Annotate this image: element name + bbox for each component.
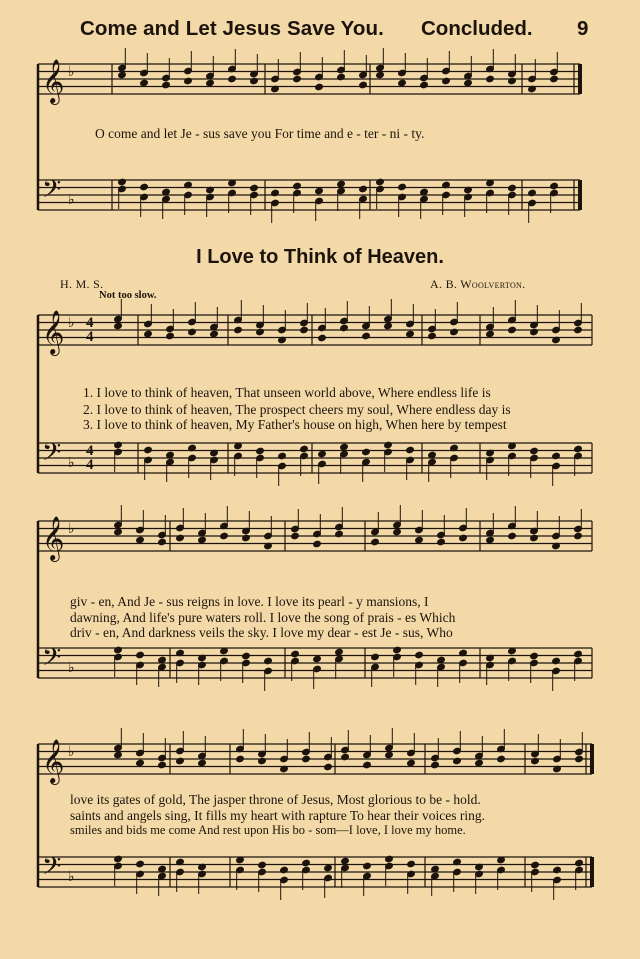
time-signature: 4 xyxy=(86,457,94,473)
note-head xyxy=(475,759,484,767)
note-head xyxy=(318,334,327,342)
note-head xyxy=(337,180,346,188)
note-head xyxy=(302,755,311,763)
note-head xyxy=(176,757,185,765)
note-head xyxy=(406,446,415,454)
note-head xyxy=(293,182,302,190)
note-head xyxy=(574,326,583,334)
note-head xyxy=(359,185,368,193)
flat-icon: ♭ xyxy=(68,870,75,885)
note-head xyxy=(552,657,561,665)
note-head xyxy=(376,178,385,186)
note-head xyxy=(550,75,559,83)
page-number: 9 xyxy=(577,17,589,40)
note-head xyxy=(453,757,462,765)
lyric-line-verse-3: smiles and bids me come And rest upon His bo - som—I love, I love my home. xyxy=(70,823,466,837)
note-head xyxy=(450,328,459,336)
note-head xyxy=(340,443,349,451)
note-head xyxy=(384,441,393,449)
note-head xyxy=(114,751,123,759)
note-head xyxy=(114,855,123,863)
page-header-title: Come and Let Jesus Save You. xyxy=(80,17,384,40)
note-head xyxy=(574,445,583,453)
treble-clef-icon: 𝄞 xyxy=(42,59,65,103)
note-head xyxy=(140,183,149,191)
note-head xyxy=(144,446,153,454)
note-head xyxy=(530,328,539,336)
lyric-line-verse-3: driv - en, And darkness veils the sky. I love my dear - est Je - sus, Who xyxy=(70,625,453,640)
bass-clef-icon: 𝄢 xyxy=(42,643,62,678)
flat-icon: ♭ xyxy=(68,456,75,471)
note-head xyxy=(398,79,407,87)
note-head xyxy=(210,330,219,338)
note-head xyxy=(363,862,372,870)
note-head xyxy=(315,83,324,91)
note-head xyxy=(136,860,145,868)
note-head xyxy=(371,653,380,661)
note-head xyxy=(415,536,424,544)
tempo-marking: Not too slow. xyxy=(99,290,157,301)
composer-credit: H. M. S. xyxy=(60,277,104,291)
note-head xyxy=(371,538,380,546)
note-head xyxy=(553,866,562,874)
note-head xyxy=(118,71,127,79)
note-head xyxy=(228,75,237,83)
note-head xyxy=(300,326,309,334)
note-head xyxy=(236,755,245,763)
note-head xyxy=(256,447,265,455)
note-head xyxy=(575,755,584,763)
note-head xyxy=(464,79,473,87)
note-head xyxy=(508,184,517,192)
note-head xyxy=(530,447,539,455)
note-head xyxy=(335,648,344,656)
lyric-line-verse-1: giv - en, And Je - sus reigns in love. I love its pearl - y mansions, I xyxy=(70,594,429,609)
note-head xyxy=(340,324,349,332)
note-head xyxy=(486,75,495,83)
treble-clef-icon: 𝄞 xyxy=(42,516,65,560)
note-head xyxy=(508,77,517,85)
flat-icon: ♭ xyxy=(68,65,75,80)
note-head xyxy=(428,332,437,340)
flat-icon: ♭ xyxy=(68,661,75,676)
note-head xyxy=(384,322,393,330)
note-head xyxy=(530,652,539,660)
time-signature: 4 xyxy=(86,315,94,331)
lyric-line-verse-2: saints and angels sing, It fills my heart with rapture To hear their voices ring. xyxy=(70,808,485,823)
note-head xyxy=(528,189,537,197)
note-head xyxy=(531,861,540,869)
note-head xyxy=(242,534,251,542)
note-head xyxy=(550,182,559,190)
note-head xyxy=(166,332,175,340)
note-head xyxy=(114,322,123,330)
lyric-line-verse-3: 3. I love to think of heaven, My Father's house on high, When here by tempest xyxy=(83,417,507,432)
note-head xyxy=(313,540,322,548)
note-head xyxy=(437,538,446,546)
note-head xyxy=(313,655,322,663)
flat-icon: ♭ xyxy=(68,522,75,537)
note-head xyxy=(575,859,584,867)
lyric-line-verse-1: 1. I love to think of heaven, That unseen world above, Where endless life is xyxy=(83,385,491,400)
note-head xyxy=(531,757,540,765)
note-head xyxy=(420,81,429,89)
note-head xyxy=(258,757,267,765)
note-head xyxy=(362,448,371,456)
note-head xyxy=(258,861,267,869)
note-head xyxy=(271,189,280,197)
time-signature: 4 xyxy=(86,443,94,459)
hymn-title: I Love to Think of Heaven. xyxy=(196,246,444,268)
note-head xyxy=(315,187,324,195)
time-signature: 4 xyxy=(86,329,94,345)
note-head xyxy=(431,761,440,769)
author-credit: A. B. Woolverton. xyxy=(430,277,526,291)
bass-clef-icon: 𝄢 xyxy=(42,852,62,887)
note-head xyxy=(158,761,167,769)
note-head xyxy=(393,528,402,536)
note-head xyxy=(162,81,171,89)
note-head xyxy=(118,178,127,186)
note-head xyxy=(363,761,372,769)
note-head xyxy=(508,326,517,334)
note-head xyxy=(459,534,468,542)
note-head xyxy=(337,73,346,81)
bass-clef-icon: 𝄢 xyxy=(42,438,62,473)
note-head xyxy=(176,534,185,542)
note-head xyxy=(318,450,327,458)
lyric-line-verse-1: love its gates of gold, The jasper throne of Jesus, Most glorious to be - hold. xyxy=(70,792,481,807)
note-head xyxy=(144,330,153,338)
note-head xyxy=(341,857,350,865)
note-head xyxy=(242,652,251,660)
note-head xyxy=(324,763,333,771)
note-head xyxy=(398,183,407,191)
note-head xyxy=(198,536,207,544)
note-head xyxy=(442,77,451,85)
flat-icon: ♭ xyxy=(68,193,75,208)
note-head xyxy=(291,532,300,540)
note-head xyxy=(300,445,309,453)
note-head xyxy=(114,441,123,449)
note-head xyxy=(234,326,243,334)
note-head xyxy=(206,79,215,87)
note-head xyxy=(552,452,561,460)
note-head xyxy=(574,650,583,658)
treble-clef-icon: 𝄞 xyxy=(42,310,65,354)
note-head xyxy=(324,864,333,872)
note-head xyxy=(530,534,539,542)
page-header-status: Concluded. xyxy=(421,17,533,40)
lyric-line-verse-2: dawning, And life's pure waters roll. I love the song of prais - es Which xyxy=(70,610,456,625)
note-head xyxy=(291,650,300,658)
note-head xyxy=(393,646,402,654)
note-head xyxy=(256,328,265,336)
note-head xyxy=(280,866,289,874)
note-head xyxy=(415,651,424,659)
note-head xyxy=(406,330,415,338)
note-head xyxy=(220,532,229,540)
note-head xyxy=(497,755,506,763)
note-head xyxy=(158,538,167,546)
note-head xyxy=(250,77,259,85)
note-head xyxy=(385,855,394,863)
note-head xyxy=(335,530,344,538)
note-head xyxy=(302,859,311,867)
bass-clef-icon: 𝄢 xyxy=(42,175,62,210)
note-head xyxy=(407,759,416,767)
treble-clef-icon: 𝄞 xyxy=(42,739,65,783)
note-head xyxy=(114,646,123,654)
note-head xyxy=(359,81,368,89)
note-head xyxy=(114,528,123,536)
note-head xyxy=(278,452,287,460)
note-head xyxy=(136,536,145,544)
note-head xyxy=(341,753,350,761)
lyric-line: O come and let Je - sus save you For time and e - ter - ni - ty. xyxy=(95,126,425,141)
flat-icon: ♭ xyxy=(68,316,75,331)
note-head xyxy=(508,532,517,540)
note-head xyxy=(486,330,495,338)
note-head xyxy=(198,759,207,767)
note-head xyxy=(188,328,197,336)
note-head xyxy=(385,751,394,759)
note-head xyxy=(362,332,371,340)
flat-icon: ♭ xyxy=(68,745,75,760)
note-head xyxy=(184,77,193,85)
note-head xyxy=(574,532,583,540)
note-head xyxy=(250,184,259,192)
note-head xyxy=(136,651,145,659)
note-head xyxy=(486,536,495,544)
note-head xyxy=(376,71,385,79)
note-head xyxy=(407,860,416,868)
note-head xyxy=(264,657,273,665)
lyric-line-verse-2: 2. I love to think of heaven, The prospect cheers my soul, Where endless day is xyxy=(83,402,511,417)
note-head xyxy=(140,79,149,87)
note-head xyxy=(293,75,302,83)
note-head xyxy=(136,759,145,767)
